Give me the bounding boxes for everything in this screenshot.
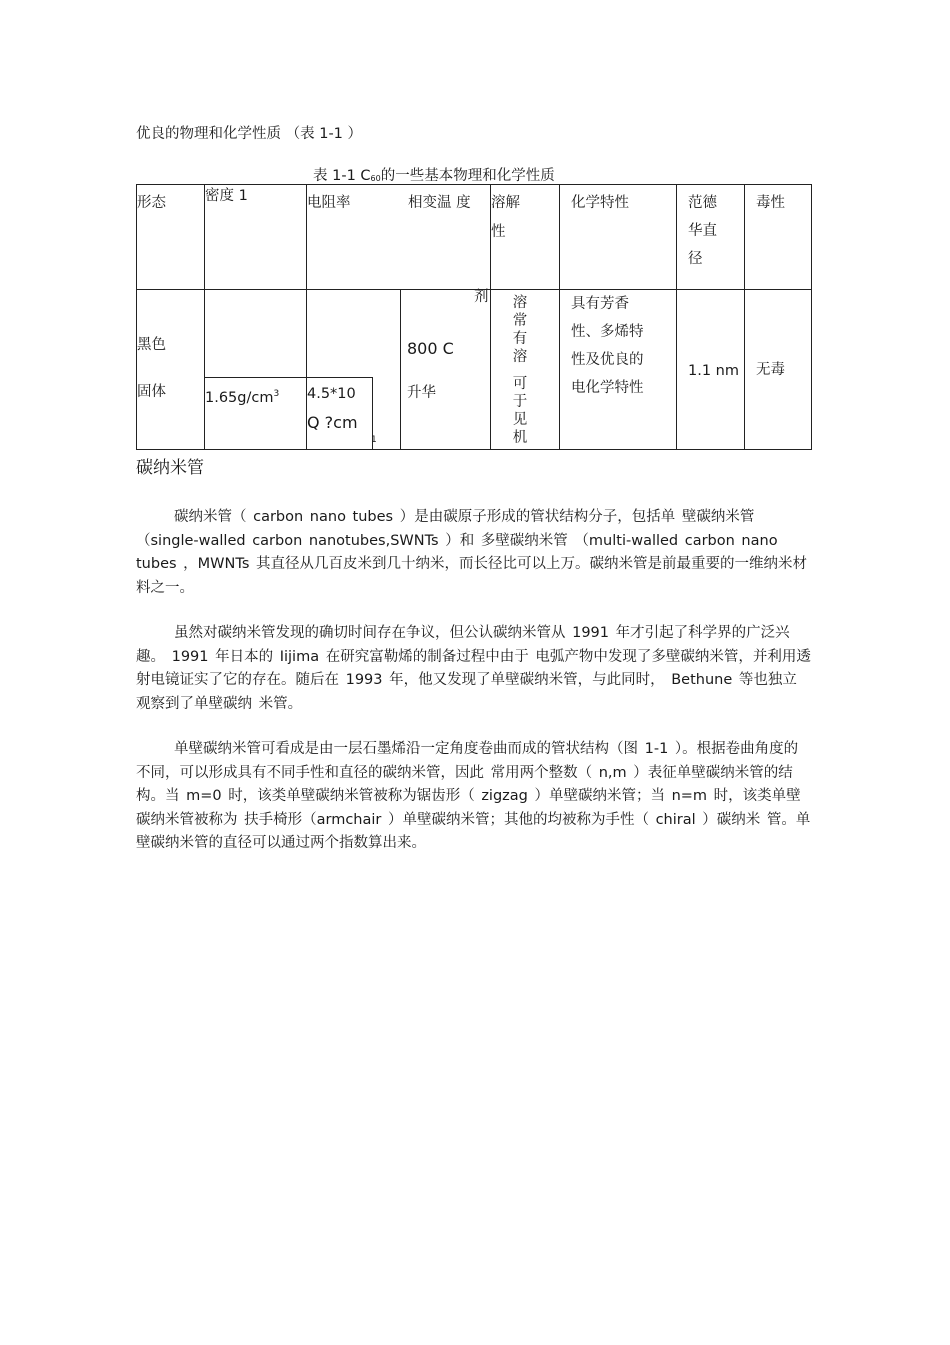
header-phase-change: 相变温 度 [408, 195, 471, 211]
properties-table [136, 184, 812, 450]
caption-prefix: 表 1-1 C [313, 168, 371, 184]
cell-resistivity-small: 1 [371, 435, 377, 445]
header-vdw-2: 华直 [688, 223, 717, 239]
cell-resistivity-2: Q ?cm [307, 413, 358, 432]
header-form: 形态 [137, 195, 166, 211]
header-vdw-3: 径 [688, 251, 703, 267]
table-caption [313, 164, 555, 185]
cell-form-1: 黑色 [137, 337, 166, 353]
header-density: 密度 1 [205, 188, 248, 204]
caption-subscript: 60 [370, 174, 381, 183]
cell-chemical-4: 电化学特性 [571, 380, 644, 396]
header-solubility-1: 溶解 [491, 195, 520, 211]
header-resistivity: 电阻率 [307, 195, 351, 211]
cell-toxicity: 无毒 [756, 362, 785, 378]
cell-density [205, 380, 279, 412]
paragraph-1: 碳纳米管（ carbon nano tubes ）是由碳原子形成的管状结构分子，包括单 壁碳纳米管（single-walled carbon nanotubes,SWNTs ）和 多壁碳纳米管 （multi-walled carbon nano tubes ，MWNTs 其直径从几百皮米到几十纳米，而长径比可以上万。碳纳米管是前最重要的一维纳米材料之一。 [136, 509, 807, 596]
header-vdw-1: 范德 [688, 195, 717, 211]
caption-suffix: 的一些基本物理和化学性质 [380, 168, 555, 184]
paragraph-2: 虽然对碳纳米管发现的确切时间存在争议，但公认碳纳米管从 1991 年才引起了科学界的广泛兴趣。 1991 年日本的 Iijima 在研究富勒烯的制备过程中由于 电弧产物中发现了多壁碳纳米管，并利用透射电镜证实了它的存在。随后在 1993 年，他又发现了单壁碳纳米管，与此同时， Bethune 等也独立观察到了单壁碳纳 米管。 [136, 625, 811, 712]
header-solubility-2: 性 [491, 224, 506, 240]
cell-chemical-3: 性及优良的 [571, 352, 644, 368]
cell-solubility-b: 可于见机 [512, 376, 528, 446]
cell-phase-top: 剂 [474, 289, 489, 305]
cell-phase-temp: 800 C [407, 339, 454, 358]
cell-vdw: 1.1 nm [688, 363, 739, 379]
cell-form-2: 固体 [137, 384, 166, 400]
cell-resistivity-1: 4.5*10 [307, 386, 356, 402]
cell-solubility-a: 溶常有溶 [512, 295, 528, 365]
cell-chemical-2: 性、多烯特 [571, 324, 644, 340]
header-chemical: 化学特性 [571, 195, 629, 211]
intro-line: 优良的物理和化学性质 （表 1-1 ） [136, 126, 363, 142]
paragraph-3: 单壁碳纳米管可看成是由一层石墨烯沿一定角度卷曲而成的管状结构（图 1-1 ）。根据卷曲角度的不同，可以形成具有不同手性和直径的碳纳米管，因此 常用两个整数（ n,m ）表征单壁碳纳米管的结构。当 m=0 时，该类单壁碳纳米管被称为锯齿形（ zigzag ）单壁碳纳米管；当 n=m 时，该类单壁碳纳米管被称为 扶手椅形（armchair ）单壁碳纳米管；其他的均被称为手性（ chiral ）碳纳米 管。单壁碳纳米管的直径可以通过两个指数算出来。 [136, 741, 811, 851]
header-toxicity: 毒性 [756, 195, 785, 211]
cell-phase-sub: 升华 [407, 385, 436, 401]
density-value: 1.65g/cm [205, 389, 274, 406]
section-heading: 碳纳米管 [136, 458, 204, 478]
cell-chemical-1: 具有芳香 [571, 296, 629, 312]
density-superscript: 3 [273, 389, 280, 399]
